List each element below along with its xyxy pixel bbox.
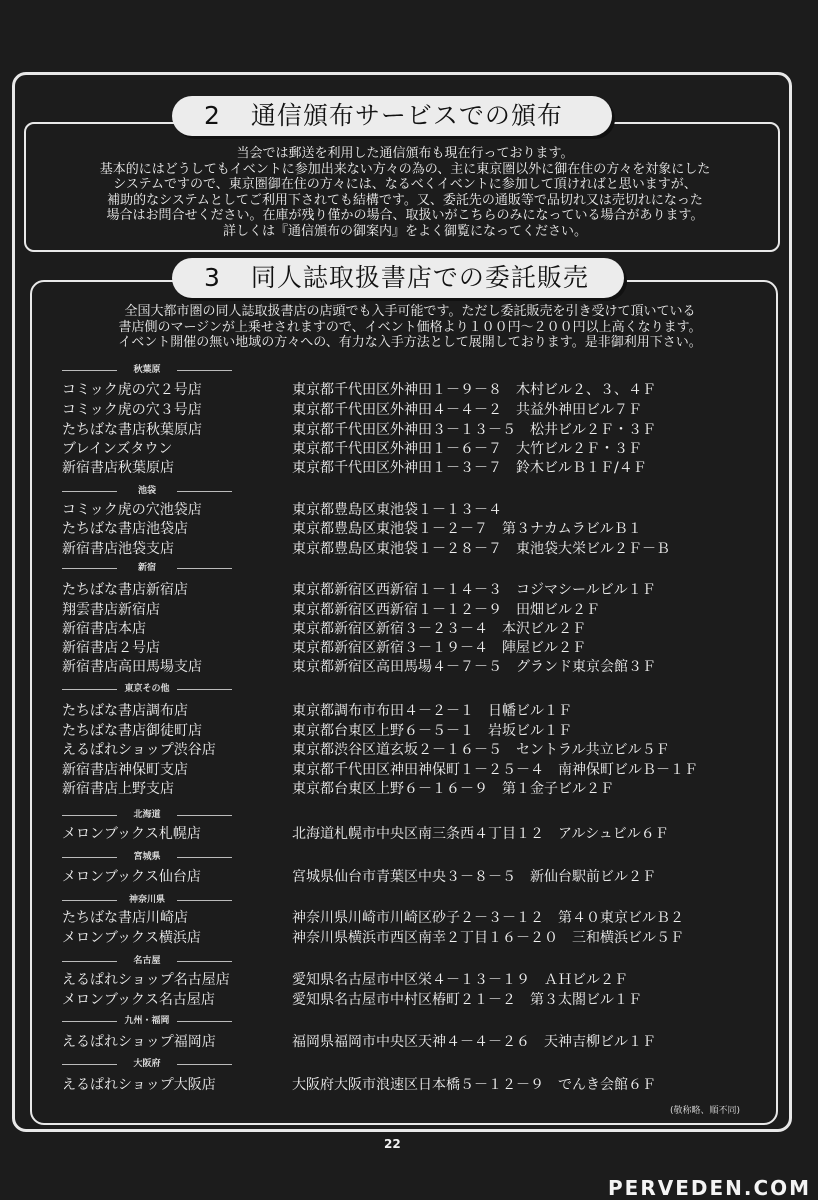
section2-line: 当会では郵送を利用した通信頒布も現在行っております。 — [236, 146, 574, 161]
region-name: 北海道 — [117, 809, 177, 821]
store-name: えるぱれショップ名古屋店 — [62, 972, 230, 988]
section2-title: 通信頒布サービスでの頒布 — [250, 101, 563, 130]
store-address: 東京都新宿区新宿３－１９－４ 陣屋ビル２Ｆ — [292, 640, 586, 656]
store-address: 福岡県福岡市中央区天神４－４－２６ 天神吉柳ビル１Ｆ — [292, 1034, 656, 1050]
store-name: たちばな書店池袋店 — [62, 521, 188, 537]
store-address: 愛知県名古屋市中区栄４－１３－１９ ＡＨビル２Ｆ — [292, 972, 628, 988]
store-address: 北海道札幌市中央区南三条西４丁目１２ アルシュビル６Ｆ — [292, 826, 669, 842]
region-header — [62, 364, 232, 376]
store-name: メロンブックス仙台店 — [62, 869, 201, 885]
region-header — [62, 809, 232, 821]
store-address: 東京都千代田区外神田４－４－２ 共益外神田ビル７Ｆ — [292, 402, 642, 418]
store-name: 新宿書店上野支店 — [62, 781, 174, 797]
store-address: 東京都調布市布田４－２－１ 日幡ビル１Ｆ — [292, 703, 572, 719]
store-name: たちばな書店川崎店 — [62, 910, 188, 926]
store-name: えるぱれショップ大阪店 — [62, 1077, 216, 1093]
region-header — [62, 1015, 232, 1027]
section2-line: 場合はお問合せください。在庫が残り僅かの場合、取扱いがこちらのみになっている場合があります。 — [106, 208, 704, 223]
store-address: 大阪府大阪市浪速区日本橋５－１２－９ でんき会館６Ｆ — [292, 1077, 656, 1093]
store-name: えるぱれショップ渋谷店 — [62, 742, 216, 758]
store-address: 東京都渋谷区道玄坂２－１６－５ セントラル共立ビル５Ｆ — [292, 742, 670, 758]
store-address: 東京都千代田区外神田１－６－７ 大竹ビル２Ｆ・３Ｆ — [292, 441, 642, 457]
store-name: えるぱれショップ福岡店 — [62, 1034, 216, 1050]
region-header — [62, 485, 232, 497]
region-name: 神奈川県 — [117, 894, 177, 906]
honorifics-note: (敬称略、順不同) — [670, 1106, 741, 1116]
store-address: 東京都千代田区神田神保町１－２５－４ 南神保町ビルＢ－１Ｆ — [292, 762, 698, 778]
section2-number: 2 — [204, 101, 221, 130]
store-address: 愛知県名古屋市中村区椿町２１－２ 第３太閤ビル１Ｆ — [292, 992, 642, 1008]
store-address: 東京都新宿区西新宿１－１４－３ コジマシールビル１Ｆ — [292, 582, 656, 598]
store-name: メロンブックス札幌店 — [62, 826, 201, 842]
store-address: 神奈川県川崎市川崎区砂子２－３－１２ 第４０東京ビルＢ２ — [292, 910, 684, 926]
store-name: 新宿書店本店 — [62, 621, 146, 637]
store-name: コミック虎の穴３号店 — [62, 402, 202, 418]
store-address: 東京都台東区上野６－５－１ 岩坂ビル１Ｆ — [292, 723, 572, 739]
store-address: 神奈川県横浜市西区南幸２丁目１６－２０ 三和横浜ビル５Ｆ — [292, 930, 684, 946]
region-header — [62, 894, 232, 906]
section2-line: 基本的にはどうしてもイベントに参加出来ない方々の為の、主に東京圏以外に御在住の方々を対象にした — [99, 161, 711, 177]
watermark: PERVEDEN.COM — [608, 1176, 812, 1200]
store-name: コミック虎の穴２号店 — [62, 382, 202, 398]
section2-line: システムですので、東京圏御在住の方々には、なるべくイベントに参加して頂ければと思いますが、 — [113, 177, 697, 192]
store-address: 東京都台東区上野６－１６－９ 第１金子ビル２Ｆ — [292, 781, 614, 797]
section2-heading — [172, 96, 612, 136]
section3-line: 全国大都市圏の同人誌取扱書店の店頭でも入手可能です。ただし委託販売を引き受けて頂いている — [124, 304, 696, 319]
region-header — [62, 955, 232, 967]
section3-heading — [172, 258, 624, 298]
store-address: 東京都新宿区新宿３－２３－４ 本沢ビル２Ｆ — [292, 621, 586, 637]
section3-number: 3 — [204, 263, 221, 292]
section2-line: 詳しくは『通信頒布の御案内』をよく御覧になってください。 — [222, 223, 587, 239]
store-name: 新宿書店高田馬場支店 — [62, 659, 202, 675]
region-header — [62, 683, 232, 695]
region-name: 宮城県 — [117, 851, 177, 863]
region-header — [62, 562, 232, 574]
region-name: 新宿 — [117, 562, 177, 574]
store-address: 東京都新宿区西新宿１－１２－９ 田畑ビル２Ｆ — [292, 602, 600, 618]
store-address: 東京都新宿区高田馬場４－７－５ グランド東京会館３Ｆ — [292, 659, 656, 675]
region-name: 東京その他 — [117, 683, 177, 695]
store-name: コミック虎の穴池袋店 — [62, 502, 202, 518]
store-name: 新宿書店神保町支店 — [62, 762, 188, 778]
store-address: 東京都豊島区東池袋１－２８－７ 東池袋大栄ビル２Ｆ－Ｂ — [292, 541, 670, 557]
region-header — [62, 1058, 232, 1070]
region-name: 秋葉原 — [117, 364, 177, 376]
region-name: 大阪府 — [117, 1058, 177, 1070]
store-address: 東京都豊島区東池袋１－２－７ 第３ナカムラビルＢ１ — [292, 521, 642, 537]
section3-paragraph — [40, 304, 780, 351]
region-name: 池袋 — [117, 485, 177, 497]
region-name: 九州・福岡 — [117, 1015, 177, 1027]
section2-paragraph — [30, 146, 780, 239]
store-name: 新宿書店秋葉原店 — [62, 460, 174, 476]
section2-line: 補助的なシステムとしてご利用下されても結構です。又、委託先の通販等で品切れ又は売切れになった — [107, 192, 703, 208]
store-name: メロンブックス名古屋店 — [62, 992, 215, 1008]
store-name: たちばな書店調布店 — [62, 703, 188, 719]
store-address: 東京都豊島区東池袋１－１３－４ — [292, 502, 502, 518]
store-name: 新宿書店２号店 — [62, 640, 160, 656]
section3-line: 書店側のマージンが上乗せされますので、イベント価格より１００円～２００円以上高くなります。 — [118, 319, 702, 335]
store-address: 東京都千代田区外神田１－３－７ 鈴木ビルＢ１Ｆ/４Ｆ — [292, 460, 647, 476]
store-address: 宮城県仙台市青葉区中央３－８－５ 新仙台駅前ビル２Ｆ — [292, 869, 656, 885]
store-name: 新宿書店池袋支店 — [62, 541, 174, 557]
store-name: たちばな書店御徒町店 — [62, 723, 202, 739]
section3-line: イベント開催の無い地域の方々への、有力な入手方法として展開しております。是非御利用下さい。 — [118, 335, 702, 350]
section3-title: 同人誌取扱書店での委託販売 — [250, 263, 589, 292]
store-name: メロンブックス横浜店 — [62, 930, 201, 946]
store-name: ブレインズタウン — [62, 441, 173, 457]
store-name: 翔雲書店新宿店 — [62, 602, 160, 618]
store-address: 東京都千代田区外神田１－９－８ 木村ビル２、３、４Ｆ — [292, 382, 656, 398]
store-name: たちばな書店秋葉原店 — [62, 422, 202, 438]
store-address: 東京都千代田区外神田３－１３－５ 松井ビル２Ｆ・３Ｆ — [292, 422, 656, 438]
page-number: 22 — [384, 1137, 401, 1151]
store-name: たちばな書店新宿店 — [62, 582, 188, 598]
region-header — [62, 851, 232, 863]
region-name: 名古屋 — [117, 955, 177, 967]
